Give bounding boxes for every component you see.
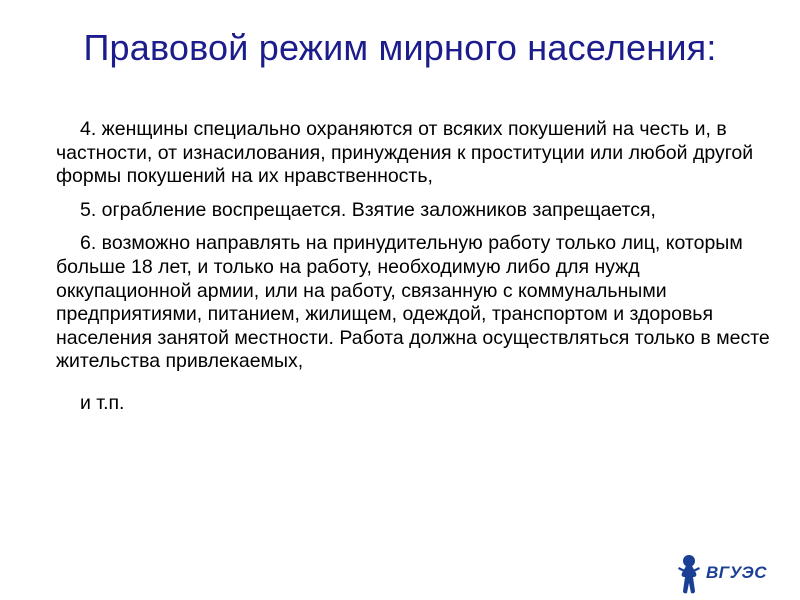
paragraph-forced-labor: 6. возможно направлять на принудительную работу только лиц, которым больше 18 лет, и только на работу, необходимую либо для нужд оккупационной армии, или на работу, связанную с коммунальными предприятиями, питанием, жилищем, одеждой, транспортом и здоровья населения занятой местности. Работа должна осуществляться только в месте жительства привлекаемых, (56, 232, 770, 373)
university-emblem-icon (676, 553, 702, 595)
paragraph-robbery-hostages: 5. ограбление воспрещается. Взятие заложников запрещается, (80, 198, 656, 221)
slide-body (56, 118, 776, 426)
logo-text: ВГУЭС (706, 563, 767, 582)
paragraph-women-protection: 4. женщины специально охраняются от всяких покушений на честь и, в частности, от изнасилования, принуждения к проституции или любой другой формы покушений на их нравственность, (56, 118, 754, 188)
slide-title: Правовой режим мирного населения: (83, 27, 717, 68)
paragraph-etc: и т.п. (80, 391, 125, 414)
university-logo (676, 553, 780, 597)
